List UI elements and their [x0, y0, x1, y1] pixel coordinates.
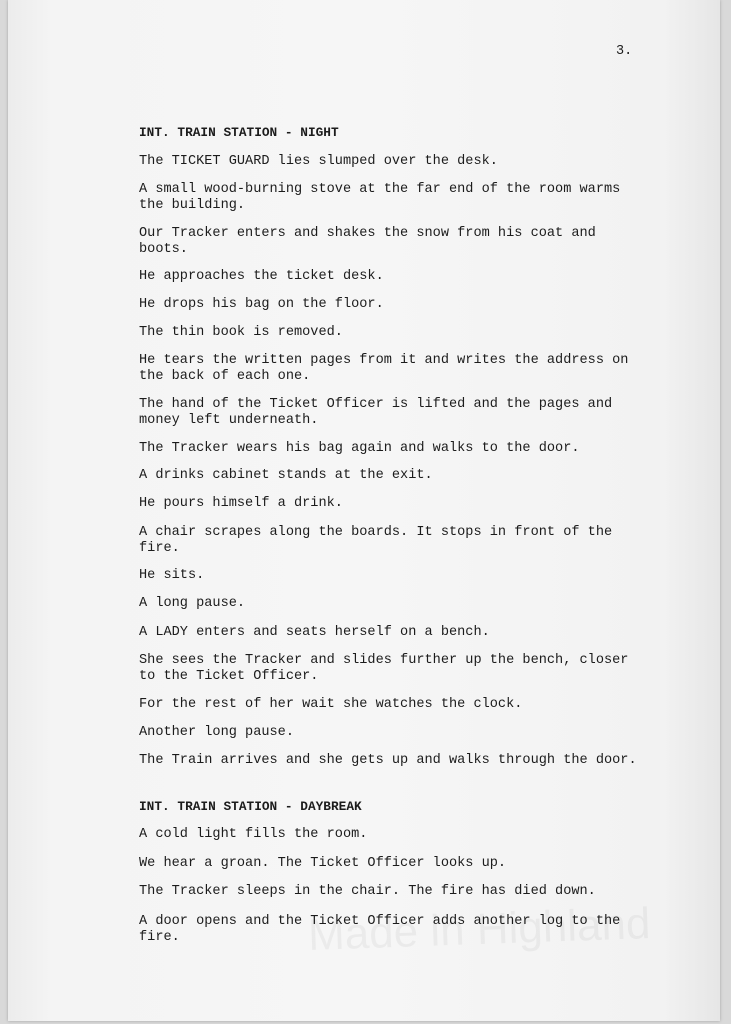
action-line: He sits.: [139, 568, 205, 583]
watermark: [307, 899, 651, 961]
action-line: A small wood-burning stove at the far end of the room warms: [139, 182, 621, 197]
action-line: to the Ticket Officer.: [139, 669, 319, 684]
action-line: the back of each one.: [139, 369, 311, 384]
action-line: The hand of the Ticket Officer is lifted and the pages and: [139, 397, 613, 412]
action-line: A long pause.: [139, 596, 246, 611]
scene-heading: INT. TRAIN STATION - NIGHT: [139, 125, 339, 140]
action-line: He approaches the ticket desk.: [139, 269, 384, 284]
action-line: We hear a groan. The Ticket Officer looks up.: [139, 856, 507, 871]
action-line: A chair scrapes along the boards. It stops in front of the: [139, 525, 613, 540]
action-line: A drinks cabinet stands at the exit.: [139, 468, 433, 483]
action-line: boots.: [139, 242, 188, 257]
page-number: 3.: [616, 44, 633, 59]
action-line: The Train arrives and she gets up and walks through the door.: [139, 753, 637, 768]
action-line: She sees the Tracker and slides further up the bench, closer: [139, 653, 629, 668]
action-line: For the rest of her wait she watches the clock.: [139, 697, 523, 712]
action-line: A cold light fills the room.: [139, 827, 368, 842]
action-line: money left underneath.: [139, 413, 319, 428]
action-line: He tears the written pages from it and writes the address on: [139, 353, 629, 368]
script-page: [8, 0, 720, 1021]
action-line: A LADY enters and seats herself on a bench.: [139, 625, 490, 640]
action-line: A door opens and the Ticket Officer adds another log to the: [139, 914, 621, 929]
action-line: Another long pause.: [139, 725, 294, 740]
action-line: fire.: [139, 930, 180, 945]
action-line: He drops his bag on the floor.: [139, 297, 384, 312]
action-line: He pours himself a drink.: [139, 496, 343, 511]
action-line: The Tracker sleeps in the chair. The fire has died down.: [139, 884, 596, 899]
action-line: The thin book is removed.: [139, 325, 343, 340]
action-line: fire.: [139, 541, 180, 556]
scene-heading: INT. TRAIN STATION - DAYBREAK: [139, 799, 362, 814]
action-line: The TICKET GUARD lies slumped over the desk.: [139, 154, 498, 169]
action-line: Our Tracker enters and shakes the snow from his coat and: [139, 226, 596, 241]
action-line: the building.: [139, 198, 246, 213]
action-line: The Tracker wears his bag again and walks to the door.: [139, 441, 580, 456]
